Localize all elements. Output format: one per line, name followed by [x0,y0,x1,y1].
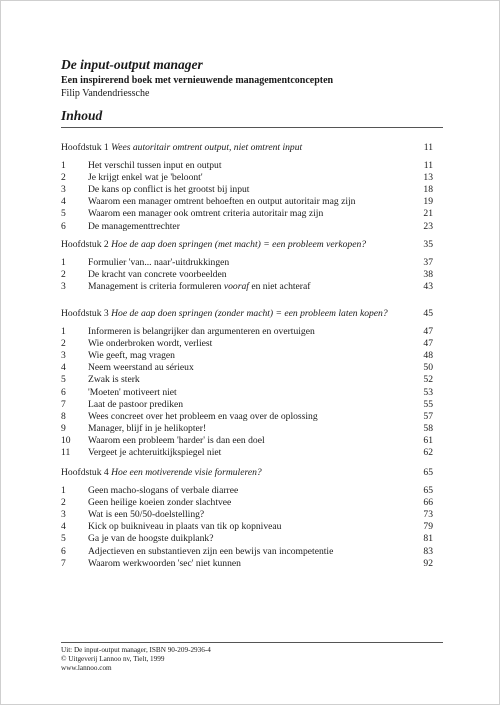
entry-title: Ga je van de hoogste duikplank? [88,533,214,545]
toc-entry [61,434,433,447]
entry-number: 2 [61,269,66,281]
entry-page: 50 [423,362,433,374]
entry-page: 81 [423,533,433,545]
entry-page: 18 [423,184,433,196]
toc-entry [61,410,433,423]
entry-title: De managementtrechter [88,220,180,232]
entry-number: 1 [61,485,66,496]
entry-page: 48 [423,350,433,362]
entry-number: 11 [61,447,71,458]
entry-title [88,280,310,293]
entry-title: Wat is een 50/50-doelstelling? [88,509,205,521]
entry-page: 73 [423,509,433,521]
entry-number: 4 [61,196,66,208]
chapter-title: Hoe de aap doen springen (zonder macht) = een probleem laten kopen? [111,308,388,319]
chapter-title: Hoe een motiverende visie formuleren? [111,467,262,478]
toc-entry [61,496,433,509]
chapter-label [61,141,302,154]
chapter-number: Hoofdstuk 3 [61,308,109,319]
chapter-heading [61,141,433,154]
toc-entry [61,220,433,233]
chapter-label [61,307,388,320]
entry-title: Informeren is belangrijker dan argumenteren en overtuigen [88,326,315,337]
toc-entry [61,557,433,570]
entry-page: 47 [423,338,433,350]
entry-title: Waarom werkwoorden 'sec' niet kunnen [88,557,241,569]
entry-page: 79 [423,521,433,533]
entry-page: 58 [423,422,433,434]
toc-entry [61,532,433,545]
entry-title: Wie geeft, mag vragen [88,350,175,362]
entry-title-part: en niet achteraf [248,281,311,293]
toc-entry [61,520,433,533]
entry-number: 1 [61,326,66,337]
entry-number: 3 [61,184,66,196]
entry-number: 2 [61,338,66,350]
chapter-label [61,466,262,479]
entry-number: 1 [61,257,66,268]
toc-entry [61,361,433,374]
entry-title: Geen macho-slogans of verbale diarree [88,485,239,496]
toc-entry [61,508,433,521]
entry-page: 65 [423,485,433,496]
entry-title-emphasis: vooraf [223,281,249,293]
entry-number: 2 [61,172,66,184]
entry-page: 53 [423,386,433,398]
toc-entry [61,207,433,220]
entry-number: 3 [61,350,66,362]
entry-page: 43 [423,281,433,293]
entry-title: Waarom een probleem 'harder' is dan een doel [88,434,265,446]
chapter-number: Hoofdstuk 1 [61,142,109,153]
entry-page: 61 [423,434,433,446]
entry-number: 9 [61,422,66,434]
toc-entry [61,325,433,338]
entry-number: 6 [61,545,66,557]
entry-number: 3 [61,281,66,293]
chapter-page: 45 [423,308,433,319]
entry-title: De kracht van concrete voorbeelden [88,269,227,281]
entry-page: 11 [423,160,433,171]
chapter-heading [61,466,433,479]
entry-title: Waarom een manager omtrent behoeften en output autoritair mag zijn [88,196,356,208]
toc-entry [61,398,433,411]
entry-page: 21 [423,208,433,220]
toc-heading: Inhoud [61,108,103,123]
entry-number: 3 [61,509,66,521]
entry-page: 66 [423,497,433,509]
entry-number: 4 [61,362,66,374]
entry-title: Zwak is sterk [88,374,140,386]
book-subtitle: Een inspirerend boek met vernieuwende managementconcepten [61,75,334,86]
chapter-page: 35 [423,239,433,250]
chapter-heading [61,307,433,320]
entry-title: Geen heilige koeien zonder slachtvee [88,497,232,509]
toc-entry [61,195,433,208]
entry-title: Vergeet je achteruitkijkspiegel niet [88,447,222,458]
entry-title: De kans op conflict is het grootst bij input [88,184,250,196]
footer-website: www.lannoo.com [61,664,112,673]
footer [61,646,211,674]
entry-page: 38 [423,269,433,281]
toc-top-divider [61,127,443,128]
chapter-heading [61,238,433,251]
toc-entry [61,484,433,497]
entry-title-part: Management is criteria formuleren [88,281,224,293]
toc-entry [61,349,433,362]
chapter-page: 65 [423,467,433,478]
chapter-label [61,238,366,251]
entry-page: 55 [423,398,433,410]
entry-number: 10 [61,434,71,446]
entry-title: Manager, blijf in je helikopter! [88,422,207,434]
entry-page: 57 [423,410,433,422]
chapter-number: Hoofdstuk 2 [61,239,109,250]
book-title: De input-output manager [61,57,203,72]
entry-number: 7 [61,557,66,569]
entry-title: 'Moeten' motiveert niet [88,386,177,398]
toc-entry [61,422,433,435]
entry-title: Wie onderbroken wordt, verliest [88,338,213,350]
entry-title: Het verschil tussen input en output [88,160,222,171]
entry-number: 7 [61,398,66,410]
entry-page: 92 [423,557,433,569]
entry-number: 4 [61,521,66,533]
chapter-page: 11 [423,142,433,153]
entry-page: 23 [423,220,433,232]
entry-page: 52 [423,374,433,386]
entry-page: 37 [423,257,433,268]
toc-entry [61,337,433,350]
chapter-title: Hoe de aap doen springen (met macht) = een probleem verkopen? [111,239,367,250]
entry-number: 2 [61,497,66,509]
entry-number: 5 [61,374,66,386]
entry-page: 19 [423,196,433,208]
entry-title: Je krijgt enkel wat je 'beloont' [88,172,203,184]
entry-title: Waarom een manager ook omtrent criteria autoritair mag zijn [88,208,324,220]
entry-number: 5 [61,533,66,545]
toc-entry [61,268,433,281]
chapter-number: Hoofdstuk 4 [61,467,109,478]
toc-entry [61,446,433,459]
entry-title: Wees concreet over het probleem en vaag over de oplossing [88,410,318,422]
entry-number: 6 [61,220,66,232]
toc-entry [61,386,433,399]
footer-copyright: © Uitgeverij Lannoo nv, Tielt, 1999 [61,655,165,664]
toc-entry [61,256,433,269]
entry-number: 6 [61,386,66,398]
toc-entry [61,280,433,293]
toc-entry [61,171,433,184]
toc-entry [61,545,433,558]
entry-number: 1 [61,160,66,171]
footer-source: Uit: De input-output manager, ISBN 90-209-2936-4 [61,646,211,654]
entry-number: 8 [61,410,66,422]
footer-divider [61,642,443,643]
entry-page: 62 [423,447,433,458]
chapter-title: Wees autoritair omtrent output, niet omtrent input [111,142,303,153]
toc-entry [61,373,433,386]
entry-page: 13 [423,172,433,184]
entry-title: Formulier 'van... naar'-uitdrukkingen [88,257,230,268]
entry-number: 5 [61,208,66,220]
entry-title: Adjectieven en substantieven zijn een bewijs van incompetentie [88,545,334,557]
entry-page: 47 [423,326,433,337]
entry-title: Neem weerstand au sérieux [88,362,194,374]
toc-entry [61,183,433,196]
toc-entry [61,159,433,172]
entry-page: 83 [423,545,433,557]
entry-title: Laat de pastoor prediken [88,398,184,410]
book-author: Filip Vandendriessche [61,88,150,99]
entry-title: Kick op buikniveau in plaats van tik op kopniveau [88,521,282,533]
